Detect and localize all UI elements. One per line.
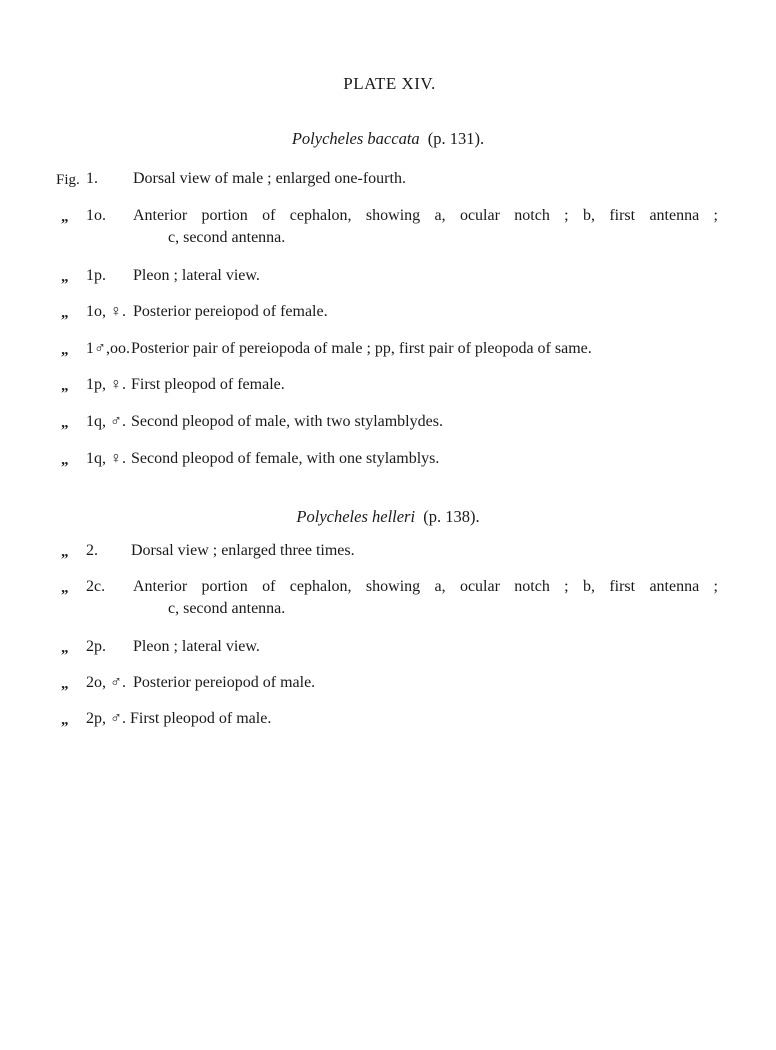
- entry-prefix: „: [61, 580, 69, 596]
- figure-number: 1♂,oo.: [86, 340, 130, 357]
- figure-number: 1o.: [86, 207, 106, 224]
- figure-description: Anterior portion of cephalon, showing a, ocular notch ; b, first antenna ;: [133, 578, 718, 595]
- entry-prefix: „: [61, 415, 69, 431]
- figure-number: 2o, ♂.: [86, 674, 126, 691]
- species-name: Polycheles baccata: [291, 129, 420, 148]
- entry-prefix: „: [61, 209, 69, 225]
- entry-prefix: „: [61, 305, 69, 321]
- figure-description: Posterior pereiopod of female.: [133, 303, 328, 320]
- figure-number: 1q, ♀.: [86, 450, 126, 467]
- figure-description: Anterior portion of cephalon, showing a, ocular notch ; b, first antenna ;: [133, 207, 718, 224]
- figure-description: Pleon ; lateral view.: [133, 267, 260, 284]
- entry-prefix: „: [61, 544, 69, 560]
- figure-description: Dorsal view ; enlarged three times.: [131, 542, 355, 559]
- figure-number: 2c.: [86, 578, 106, 595]
- entry-prefix: „: [61, 452, 69, 468]
- figure-description: Second pleopod of female, with one stylamblys.: [131, 450, 440, 467]
- figure-number: 1p.: [86, 267, 106, 284]
- figure-description: Second pleopod of male, with two stylamblydes.: [131, 413, 443, 430]
- figure-number: 1q, ♂.: [86, 413, 126, 430]
- figure-description: First pleopod of male.: [130, 710, 272, 727]
- species-heading-baccata: [0, 129, 776, 149]
- figure-description: Dorsal view of male ; enlarged one-fourth.: [133, 170, 406, 187]
- entry-prefix: „: [61, 378, 69, 394]
- figure-description: Posterior pereiopod of male.: [133, 674, 316, 691]
- figure-number: 2p, ♂.: [86, 710, 126, 727]
- figure-number: 1.: [86, 170, 98, 187]
- figure-description-continued: c, second antenna.: [168, 229, 286, 246]
- figure-number: 1p, ♀.: [86, 376, 126, 393]
- entry-prefix: „: [61, 712, 69, 728]
- figure-description: First pleopod of female.: [131, 376, 285, 393]
- species-page-ref: (p. 131).: [427, 129, 485, 148]
- figure-description: Posterior pair of pereiopoda of male ; pp, first pair of pleopoda of same.: [131, 340, 592, 357]
- entry-prefix: Fig.: [56, 172, 80, 188]
- species-name: Polycheles helleri: [296, 507, 416, 526]
- figure-number: 2.: [86, 542, 98, 559]
- entry-prefix: „: [61, 640, 69, 656]
- entry-prefix: „: [61, 342, 69, 358]
- entry-prefix: „: [61, 269, 69, 285]
- plate-title-text: PLATE XIV.: [343, 74, 436, 93]
- figure-number: 1o, ♀.: [86, 303, 126, 320]
- figure-description: Pleon ; lateral view.: [133, 638, 260, 655]
- species-page-ref: (p. 138).: [423, 507, 480, 526]
- plate-title: [0, 74, 776, 94]
- figure-number: 2p.: [86, 638, 106, 655]
- entry-prefix: „: [61, 676, 69, 692]
- species-heading-helleri: [0, 507, 776, 527]
- figure-description-continued: c, second antenna.: [168, 600, 286, 617]
